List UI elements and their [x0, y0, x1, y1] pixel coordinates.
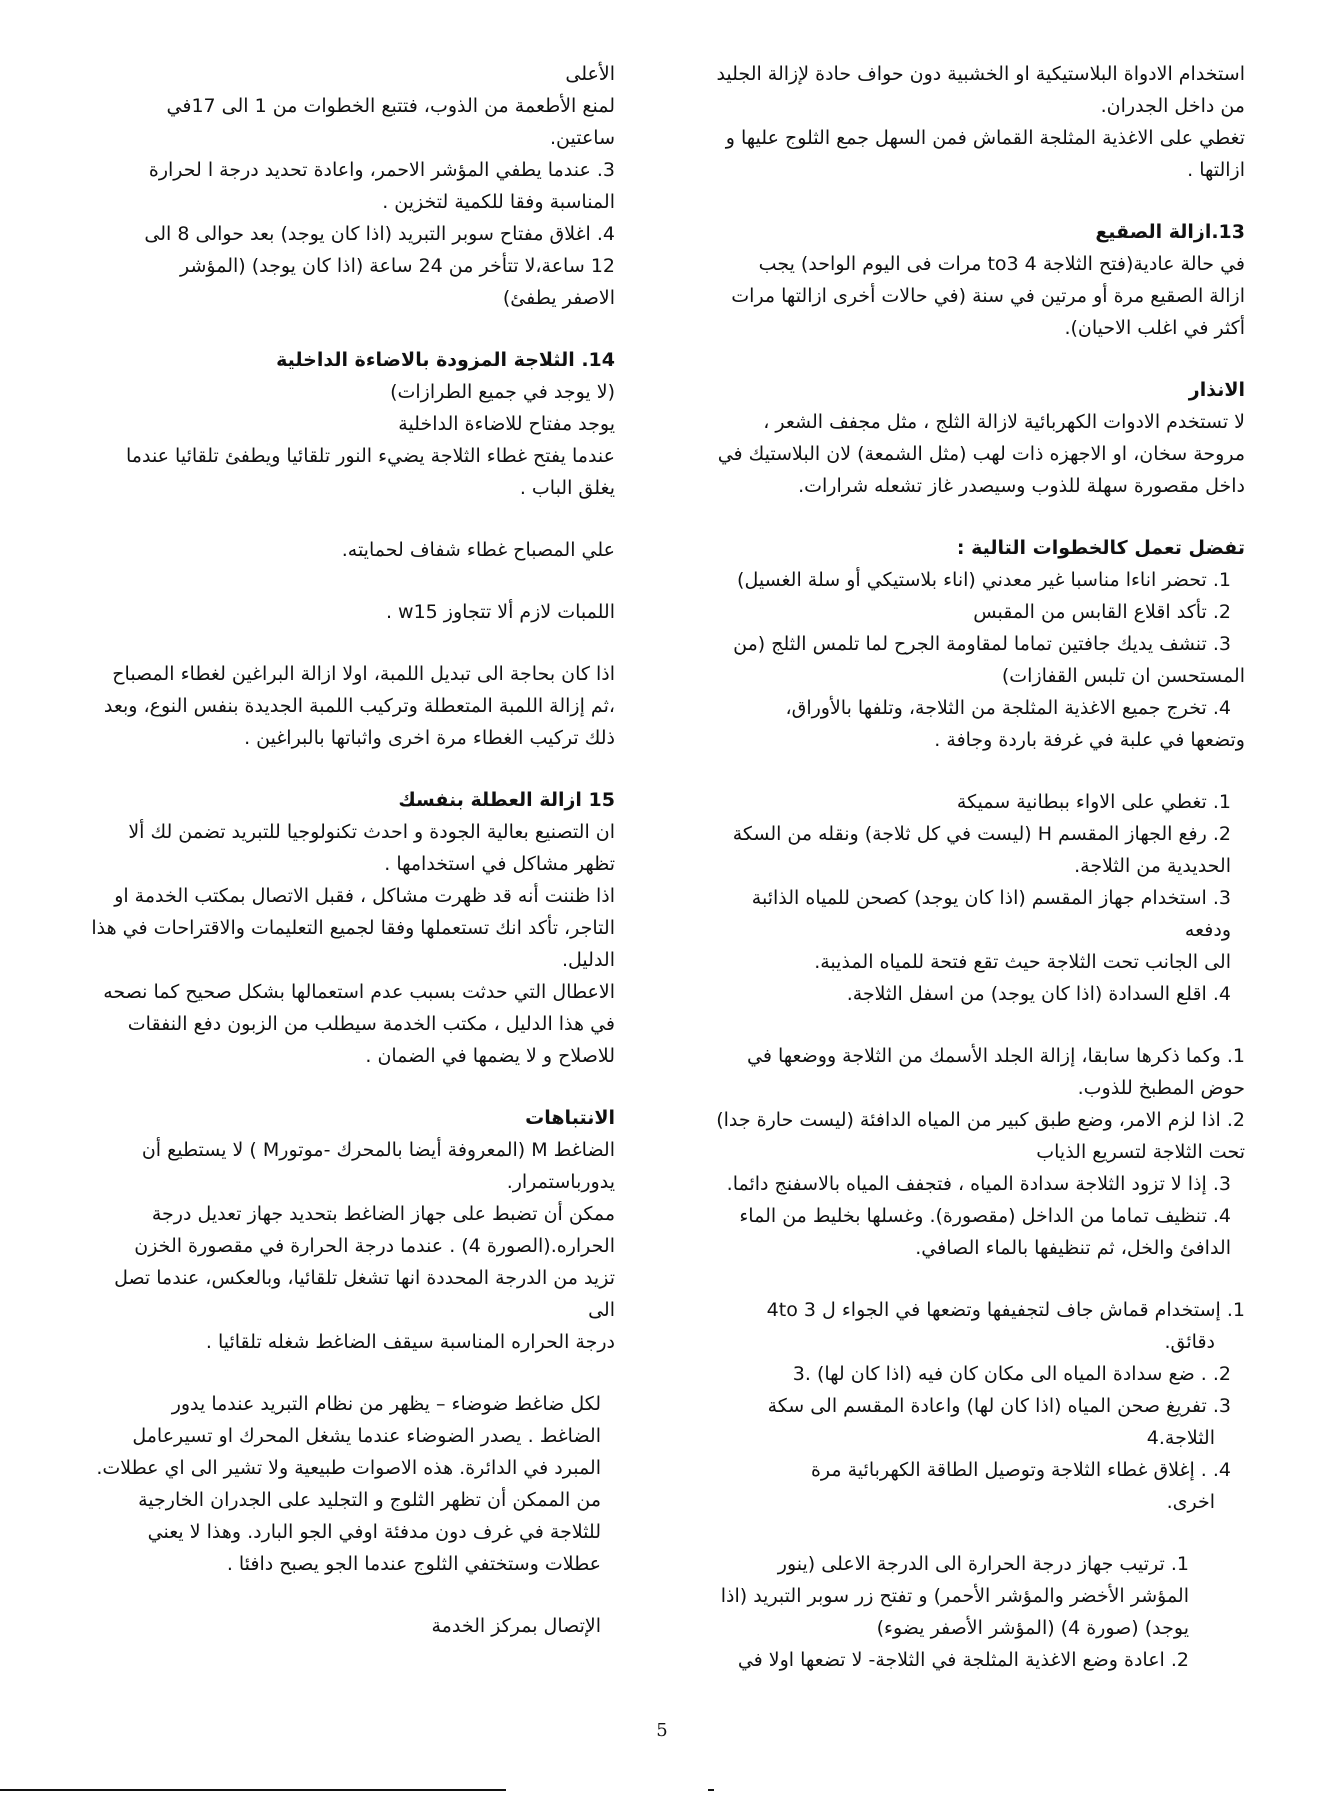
paragraph-gap: [700, 1010, 1245, 1040]
text-line: اللمبات لازم ألا تتجاوز w15 .: [385, 601, 615, 623]
paragraph-gap: [88, 504, 615, 534]
text-line: (لا يوجد في جميع الطرازات): [390, 381, 615, 403]
paragraph-gap: [88, 566, 615, 596]
text-line: 2. رفع الجهاز المقسم H (ليست في كل ثلاجة) ونقله من السكة: [732, 823, 1231, 845]
paragraph-gap: [700, 756, 1245, 786]
text-line: للثلاجة في غرف دون مدفئة اوفي الجو البارد. وهذا لا يعني: [147, 1521, 601, 1543]
section-heading: 14. الثلاجة المزودة بالاضاءة الداخلية: [276, 349, 615, 371]
text-line: حوض المطبخ للذوب.: [1077, 1077, 1245, 1099]
text-line: 2. . ضع سدادة المياه الى مكان كان فيه (اذا كان لها) .3: [792, 1363, 1231, 1385]
text-line: الضاغط . يصدر الضوضاء عندما يشغل المحرك او تسيرعامل: [132, 1425, 601, 1447]
text-line: 2. اذا لزم الامر، وضع طبق كبير من المياه الدافئة (ليست حارة جدا): [716, 1109, 1245, 1131]
text-line: 4. اقلع السدادة (اذا كان يوجد) من اسفل الثلاجة.: [846, 983, 1231, 1005]
text-line: مروحة سخان، او الاجهزه ذات لهب (مثل الشمعة) لان البلاستيك في: [717, 443, 1245, 465]
text-line: تزيد من الدرجة المحددة انها تشغل تلقائيا، وبالعكس، عندما تصل الى: [114, 1267, 615, 1321]
text-line: تغطي على الاغذية المثلجة القماش فمن السهل جمع الثلوج عليها و: [725, 127, 1245, 149]
text-line: 1. تحضر اناءا مناسبا غير معدني (اناء بلاستيكي أو سلة الغسيل): [737, 569, 1231, 591]
text-line: ساعتين.: [549, 127, 615, 149]
text-line: الى الجانب تحت الثلاجة حيث تقع فتحة للمياه المذيبة.: [814, 951, 1231, 973]
text-line: يوجد مفتاح للاضاءة الداخلية: [398, 413, 615, 435]
text-line: الأعلى: [565, 63, 615, 85]
paragraph-gap: [700, 186, 1245, 216]
text-line: أكثر في اغلب الاحيان).: [1064, 317, 1245, 339]
text-line: 3. إذا لا تزود الثلاجة سدادة المياه ، فتجفف المياه بالاسفنج دائما.: [726, 1173, 1231, 1195]
text-line: يوجد) (صورة 4) (المؤشر الأصفر يضوء): [876, 1617, 1189, 1639]
text-line: 3. تفريغ صحن المياه (اذا كان لها) واعادة المقسم الى سكة: [767, 1395, 1231, 1417]
text-line: 4. اغلاق مفتاح سوبر التبريد (اذا كان يوجد) بعد حوالى 8 الى: [144, 223, 615, 245]
section-heading: تفضل تعمل كالخطوات التالية :: [956, 537, 1245, 559]
text-line: 4. تنظيف تماما من الداخل (مقصورة). وغسلها بخليط من الماء: [739, 1205, 1231, 1227]
text-line: دقائق.: [1164, 1331, 1215, 1353]
text-line: وتضعها في علبة في غرفة باردة وجافة .: [934, 729, 1245, 751]
text-line: درجة الحراره المناسبة سيقف الضاغط شغله تلقائيا .: [205, 1331, 615, 1353]
text-line: في حالة عادية(فتح الثلاجة to3 4 مرات فى اليوم الواحد) يجب: [758, 253, 1245, 275]
text-line: المستحسن ان تلبس القفازات): [1001, 665, 1245, 687]
text-line: 1. وكما ذكرها سابقا، إزالة الجلد الأسمك من الثلاجة ووضعها في: [746, 1045, 1245, 1067]
text-line: ذلك تركيب الغطاء مرة اخرى واثباتها بالبراغين .: [244, 727, 615, 749]
text-line: يغلق الباب .: [519, 477, 615, 499]
text-line: الدليل.: [562, 949, 615, 971]
text-line: يدورباستمرار.: [506, 1171, 615, 1193]
page-number: 5: [656, 1720, 668, 1741]
text-line: اخرى.: [1166, 1491, 1215, 1513]
paragraph-gap: [88, 1072, 615, 1102]
text-line: 12 ساعة،لا تتأخر من 24 ساعة (اذا كان يوجد) (المؤشر: [180, 255, 615, 277]
text-line: الثلاجة.4: [1146, 1427, 1215, 1449]
text-line: الدافئ والخل، ثم تنظيفها بالماء الصافي.: [915, 1237, 1231, 1259]
text-line: الحديدية من الثلاجة.: [1074, 855, 1231, 877]
text-line: تحت الثلاجة لتسريع الذياب: [1036, 1141, 1245, 1163]
text-line: المبرد في الدائرة. هذه الاصوات طبيعية ولا تشير الى اي عطلات.: [96, 1457, 601, 1479]
text-line: داخل مقصورة سهلة للذوب وسيصدر غاز تشعله شرارات.: [798, 475, 1245, 497]
text-line: المناسبة وفقا للكمية لتخزين .: [382, 191, 615, 213]
text-line: علي المصباح غطاء شفاف لحمايته.: [341, 539, 615, 561]
paragraph-gap: [700, 502, 1245, 532]
left-column: [88, 58, 615, 1642]
text-line: 1. ترتيب جهاز درجة الحرارة الى الدرجة الاعلى (ينور: [777, 1553, 1189, 1575]
section-heading: 13.ازالة الصقيع: [1095, 221, 1245, 243]
text-line: في هذا الدليل ، مكتب الخدمة سيطلب من الزبون دفع النفقات: [127, 1013, 615, 1035]
footer-tick: [708, 1789, 714, 1791]
text-line: لمنع الأطعمة من الذوب، فتتبع الخطوات من 1 الى 17في: [166, 95, 615, 117]
text-line: من داخل الجدران.: [1100, 95, 1245, 117]
section-heading: الانتباهات: [525, 1107, 615, 1129]
text-line: 2. اعادة وضع الاغذية المثلجة في الثلاجة- لا تضعها اولا في: [737, 1649, 1189, 1671]
section-heading: 15 ازالة العطلة بنفسك: [398, 789, 615, 811]
text-line: الضاغط M (المعروفة أيضا بالمحرك -موتورM ) لا يستطيع أن: [141, 1139, 615, 1161]
text-line: استخدام الادواة البلاستيكية او الخشبية دون حواف حادة لإزالة الجليد: [716, 63, 1245, 85]
text-line: الحراره.(الصورة 4) . عندما درجة الحرارة في مقصورة الخزن: [134, 1235, 615, 1257]
paragraph-gap: [88, 754, 615, 784]
paragraph-gap: [88, 628, 615, 658]
text-line: عندما يفتح غطاء الثلاجة يضيء النور تلقائيا ويطفئ تلقائيا عندما: [126, 445, 615, 467]
text-line: ازالتها .: [1187, 159, 1245, 181]
text-line: 4. تخرج جميع الاغذية المثلجة من الثلاجة، وتلفها بالأوراق،: [785, 697, 1231, 719]
text-line: اذا ظننت أنه قد ظهرت مشاكل ، فقبل الاتصال بمكتب الخدمة او: [114, 885, 615, 907]
text-line: 1. إستخدام قماش جاف لتجفيفها وتضعها في الجواء ل 3 4to: [766, 1299, 1245, 1321]
text-line: لا تستخدم الادوات الكهربائية لازالة الثلج ، مثل مجفف الشعر ،: [763, 411, 1245, 433]
paragraph-gap: [700, 344, 1245, 374]
text-line: 2. تأكد اقلاع القابس من المقبس: [973, 601, 1231, 623]
text-line: اذا كان بحاجة الى تبديل اللمبة، اولا ازالة البراغين لغطاء المصباح: [112, 663, 615, 685]
text-line: ،ثم إزالة اللمبة المتعطلة وتركيب اللمبة الجديدة بنفس النوع، وبعد: [103, 695, 615, 717]
text-line: الاصفر يطفئ): [502, 287, 615, 309]
paragraph-gap: [88, 1580, 615, 1610]
text-line: 1. تغطي على الاواء ببطانية سميكة: [956, 791, 1231, 813]
text-line: الإتصال بمركز الخدمة: [431, 1615, 601, 1637]
text-line: تظهر مشاكل في استخدامها .: [384, 853, 615, 875]
text-line: ممكن أن تضبط على جهاز الضاغط بتحديد جهاز تعديل درجة: [151, 1203, 615, 1225]
right-column: [700, 58, 1245, 1676]
text-line: 3. عندما يطفي المؤشر الاحمر، واعادة تحديد درجة ا لحرارة: [148, 159, 615, 181]
text-line: للاصلاح و لا يضمها في الضمان .: [365, 1045, 615, 1067]
text-line: ازالة الصقيع مرة أو مرتين في سنة (في حالات أخرى ازالتها مرات: [731, 285, 1245, 307]
footer-rule: [0, 1789, 506, 1791]
text-line: عطلات وستختفي الثلوج عندما الجو يصبح دافئا .: [226, 1553, 601, 1575]
text-line: 3. استخدام جهاز المقسم (اذا كان يوجد) كصحن للمياه الذائبة ودفعه: [751, 887, 1231, 941]
text-line: ان التصنيع بعالية الجودة و احدث تكنولوجيا للتبريد تضمن لك ألا: [128, 821, 615, 843]
paragraph-gap: [700, 1264, 1245, 1294]
text-line: المؤشر الأخضر والمؤشر الأحمر) و تفتح زر سوبر التبريد (اذا: [720, 1585, 1189, 1607]
paragraph-gap: [88, 1358, 615, 1388]
section-heading: الانذار: [1188, 379, 1245, 401]
text-line: التاجر، تأكد انك تستعملها وفقا لجميع التعليمات والاقتراحات في هذا: [91, 917, 615, 939]
paragraph-gap: [700, 1518, 1245, 1548]
text-line: الاعطال التي حدثت بسبب عدم استعمالها بشكل صحيح كما نصحه: [103, 981, 615, 1003]
text-line: من الممكن أن تظهر الثلوج و التجليد على الجدران الخارجية: [138, 1489, 601, 1511]
text-line: لكل ضاغط ضوضاء – يظهر من نظام التبريد عندما يدور: [171, 1393, 601, 1415]
paragraph-gap: [88, 314, 615, 344]
text-line: 3. تنشف يديك جافتين تماما لمقاومة الجرح لما تلمس الثلج (من: [733, 633, 1231, 655]
text-line: 4. . إغلاق غطاء الثلاجة وتوصيل الطاقة الكهربائية مرة: [810, 1459, 1231, 1481]
